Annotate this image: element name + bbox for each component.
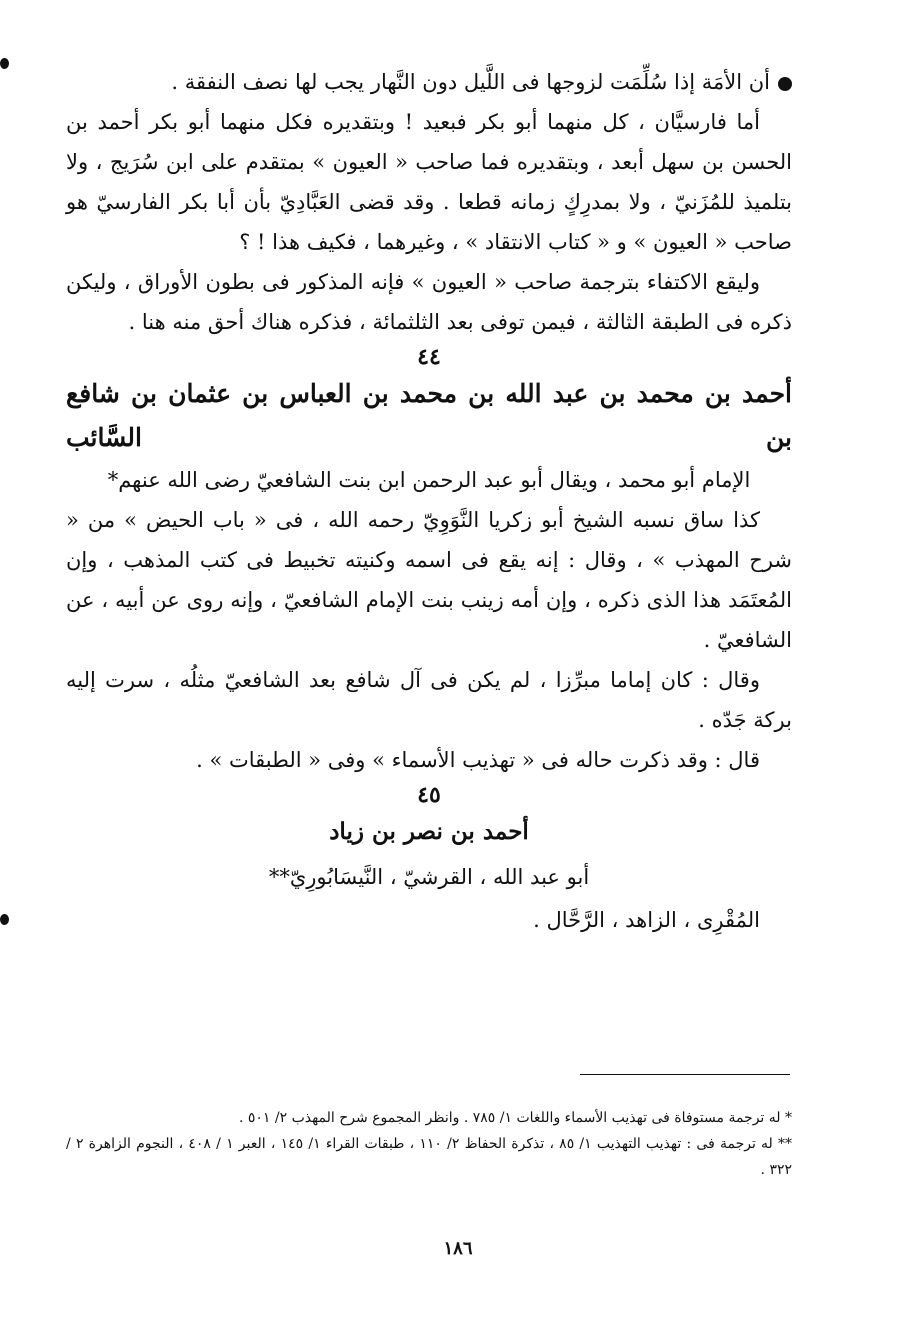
entry-name: أحمد بن نصر بن زياد: [329, 818, 529, 845]
paragraph: وقال : كان إماما مبرِّزا ، لم يكن فى آل شافع بعد الشافعيّ مثلُه ، سرت إليه بركة جَدّه .: [66, 668, 792, 732]
entry-number: ٤٥: [417, 782, 441, 808]
footnotes: [66, 1105, 792, 1183]
entry-description: المُقْرِى ، الزاهد ، الرَّحَّال .: [533, 908, 760, 932]
entry-kunya: أبو عبد الله ، القرشيّ ، النَّيسَابُورِيّ**: [268, 865, 590, 889]
footnote-divider: [580, 1074, 790, 1075]
footnote: ** له ترجمة فى : تهذيب التهذيب ١/ ٨٥ ، تذكرة الحفاظ ٢/ ١١٠ ، طبقات القراء ١/ ١٤٥ ، العبر ١ / ٤٠٨ ، النجوم الزاهرة ٢ / ٣٢٢ .: [66, 1136, 793, 1178]
paragraph: أما فارسيَّان ، كل منهما أبو بكر فبعيد ! وبتقديره فكل منهما أبو بكر أحمد بن الحسن بن سهل أبعد ، وبتقديره فما صاحب « العيون » بمتقدم على ابن سُرَيج ، ولا بتلميذ للمُزَنيّ ، ولا بمدرِكٍ زمانه قطعا . وقد قضى العَبَّادِيّ بأن أبا بكر الفارسيّ هو صاحب « العيون » و « كتاب الانتقاد » ، وغيرهما ، فكيف هذا ! ؟: [66, 110, 792, 254]
entry-name: أحمد بن محمد بن عبد الله بن محمد بن العباس بن عثمان بن شافع بن السَّائب: [66, 379, 792, 452]
bullet-line: [66, 62, 792, 102]
paragraph: وليقع الاكتفاء بترجمة صاحب « العيون » فإنه المذكور فى بطون الأوراق ، وليكن ذكره فى الطبقة الثالثة ، فيمن توفى بعد الثلثمائة ، فذكره هناك أحق منه هنا .: [66, 270, 792, 334]
page-number: ١٨٦: [443, 1238, 473, 1259]
margin-mark-middle: [0, 914, 9, 925]
paragraph: كذا ساق نسبه الشيخ أبو زكريا النَّوَوِيّ رحمه الله ، فى « باب الحيض » من « شرح المهذب » ، وقال : إنه يقع فى اسمه وكنيته تخبيط فى كتب المذهب ، وإن المُعتَمَد هذا الذى ذكره ، وإن أمه زينب بنت الإمام الشافعيّ ، وإنه روى عن أبيه ، عن الشافعيّ .: [66, 508, 792, 652]
entry-kunya: الإمام أبو محمد ، ويقال أبو عبد الرحمن ابن بنت الشافعيّ رضى الله عنهم*: [107, 468, 751, 492]
bullet-icon: [778, 77, 792, 91]
main-text: [66, 62, 792, 940]
margin-mark-top: [0, 58, 9, 69]
paragraph: قال : وقد ذكرت حاله فى « تهذيب الأسماء » وفى « الطبقات » .: [196, 748, 760, 772]
footnote: * له ترجمة مستوفاة فى تهذيب الأسماء واللغات ١/ ٧٨٥ . وانظر المجموع شرح المهذب ٢/ ٥٠١ .: [238, 1110, 792, 1126]
entry-number: ٤٤: [417, 344, 441, 370]
bullet-line-text: أن الأمَة إذا سُلِّمَت لزوجها فى اللَّيل دون النَّهار يجب لها نصف النفقة .: [171, 70, 770, 94]
